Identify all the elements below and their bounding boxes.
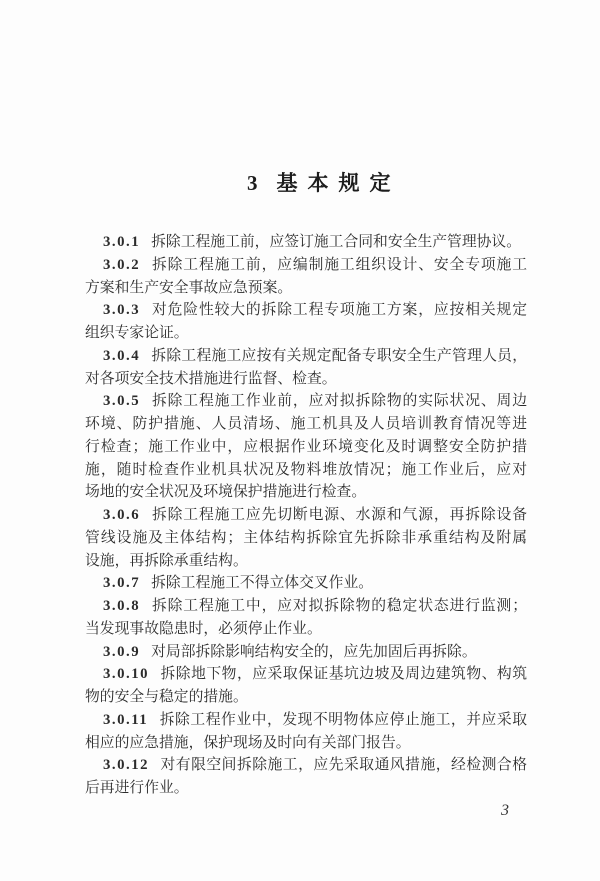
clause-line	[85, 527, 527, 550]
clause-line-text: 当发现事故隐患时，必须停止作业。	[85, 620, 322, 637]
clause-line	[85, 345, 527, 368]
clause-line-text: 相应的应急措施，保护现场及时向有关部门报告。	[85, 734, 411, 751]
clause-line	[85, 277, 527, 300]
chapter-title: 基本规定	[276, 171, 401, 195]
clause-line-text: 后再进行作业。	[85, 780, 189, 796]
clause-line-text: 行检查；施工作业中，应根据作业环境变化及时调整安全防护措	[85, 438, 527, 455]
clause-line-text: 方案和生产安全事故应急预案。	[85, 279, 293, 296]
clause-line	[85, 231, 527, 254]
clause-line	[85, 299, 527, 322]
clause-line	[85, 777, 527, 800]
clause-line	[85, 641, 527, 664]
clause-line	[85, 618, 527, 641]
clause-line-text: 拆除工程施工作业前，应对拟拆除物的实际状况、周边	[151, 393, 527, 410]
clause-number: 3.0.12	[103, 757, 149, 774]
clause-line-text: 环境、防护措施、人员清场、施工机具及人员培训教育情况等进	[85, 416, 527, 432]
clause-line-text: 拆除工程施工不得立体交叉作业。	[151, 575, 374, 592]
clause-line-text: 对局部拆除影响结构安全的，应先加固后再拆除。	[151, 643, 477, 660]
clause-line	[85, 459, 527, 482]
clause-line	[85, 550, 527, 573]
clause-number: 3.0.4	[103, 347, 141, 364]
clause-number: 3.0.11	[103, 711, 149, 728]
clause-line-text: 施，随时检查作业机具状况及物料堆放情况；施工作业后，应对	[85, 461, 527, 478]
clause-list	[85, 231, 527, 800]
clause-line-text: 管线设施及主体结构；主体结构拆除宜先拆除非承重结构及附属	[85, 529, 527, 546]
clause-line-text: 拆除工程作业中，发现不明物体应停止施工，并应采取	[159, 711, 527, 728]
clause-number: 3.0.10	[103, 666, 149, 683]
clause-line	[85, 504, 527, 527]
clause-line-text: 拆除工程施工前，应编制施工组织设计、安全专项施工	[151, 256, 527, 273]
clause-number: 3.0.5	[103, 393, 141, 410]
chapter-heading	[247, 170, 401, 196]
clause-line-text: 设施，再拆除承重结构。	[85, 552, 248, 569]
clause-line	[85, 322, 527, 345]
clause-line	[85, 413, 527, 436]
clause-line-text: 物的安全与稳定的措施。	[85, 689, 248, 705]
clause-line-text: 拆除工程施工应先切断电源、水源和气源，再拆除设备	[151, 507, 527, 523]
clause-line	[85, 732, 527, 755]
clause-line	[85, 572, 527, 595]
clause-line	[85, 754, 527, 777]
clause-line-text: 拆除工程施工前，应签订施工合同和安全生产管理协议。	[151, 234, 522, 250]
clause-number: 3.0.7	[103, 575, 141, 592]
clause-number: 3.0.3	[103, 302, 141, 319]
clause-line	[85, 368, 527, 391]
clause-number: 3.0.6	[103, 507, 141, 523]
clause-line	[85, 481, 527, 504]
clause-line	[85, 686, 527, 709]
clause-line-text: 场地的安全状况及环境保护措施进行检查。	[85, 484, 367, 501]
clause-line	[85, 254, 527, 277]
clause-line-text: 对有限空间拆除施工，应先采取通风措施，经检测合格	[160, 757, 527, 774]
chapter-number: 3	[247, 171, 268, 195]
clause-line-text: 对危险性较大的拆除工程专项施工方案，应按相关规定	[151, 302, 527, 319]
clause-line-text: 拆除地下物，应采取保证基坑边坡及周边建筑物、构筑	[160, 666, 527, 683]
page-number: 3	[501, 802, 509, 819]
clause-line-text: 组织专家论证。	[85, 325, 189, 341]
clause-line	[85, 663, 527, 686]
clause-number: 3.0.1	[103, 234, 141, 250]
clause-line	[85, 709, 527, 732]
clause-line-text: 拆除工程施工应按有关规定配备专职安全生产管理人员，	[151, 347, 527, 364]
clause-line	[85, 436, 527, 459]
clause-line-text: 对各项安全技术措施进行监督、检查。	[85, 370, 337, 387]
clause-line	[85, 390, 527, 413]
clause-line	[85, 595, 527, 618]
clause-number: 3.0.9	[103, 643, 141, 660]
clause-line-text: 拆除工程施工中，应对拟拆除物的稳定状态进行监测；	[151, 598, 527, 614]
clause-number: 3.0.8	[103, 598, 141, 614]
clause-number: 3.0.2	[103, 256, 141, 273]
